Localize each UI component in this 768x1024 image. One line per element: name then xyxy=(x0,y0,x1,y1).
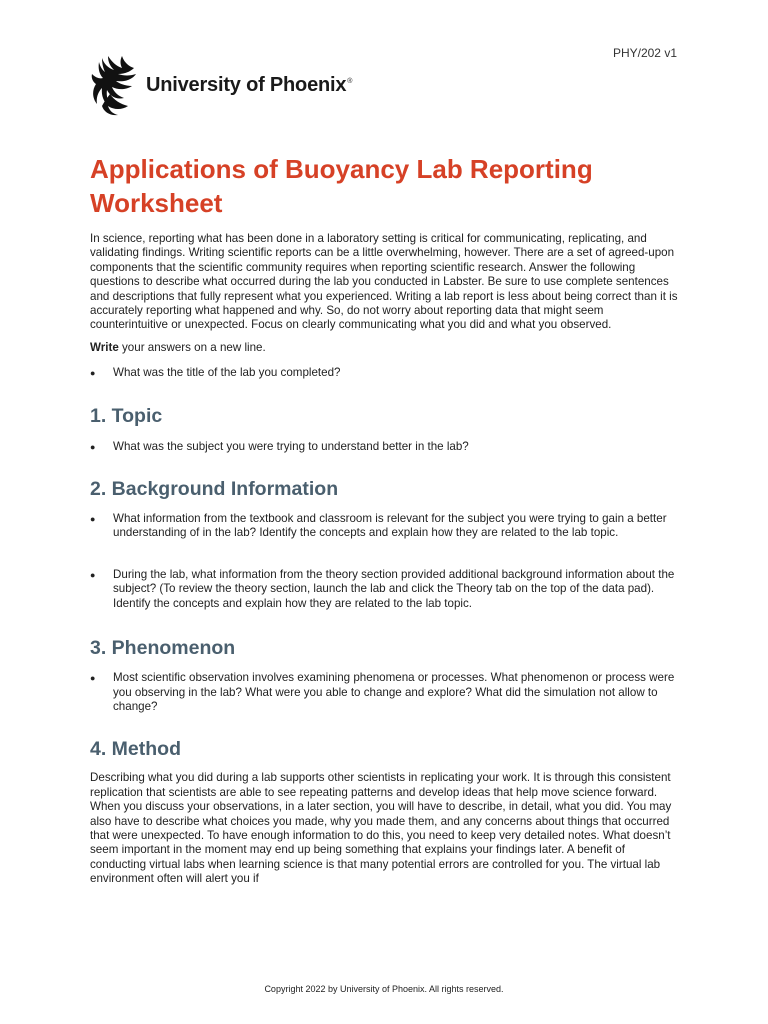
registered-mark: ® xyxy=(347,77,353,85)
list-item xyxy=(90,440,680,454)
bullet-text: What was the subject you were trying to understand better in the lab? xyxy=(113,439,469,453)
write-rest: your answers on a new line. xyxy=(118,340,266,354)
list-item xyxy=(90,512,680,541)
bullet-icon: ● xyxy=(90,368,96,379)
bullet-text: What was the title of the lab you completed? xyxy=(113,366,341,380)
copyright-footer: Copyright 2022 by University of Phoenix. All rights reserved. xyxy=(264,984,504,994)
write-bold: Write xyxy=(90,340,119,354)
page-title: Applications of Buoyancy Lab Reporting Worksheet xyxy=(90,154,593,218)
logo-name: University of Phoenix xyxy=(146,73,347,96)
section-heading-topic: 1. Topic xyxy=(90,404,163,427)
section-heading-method: 4. Method xyxy=(90,738,181,761)
write-instruction xyxy=(90,341,680,355)
intro-paragraph: In science, reporting what has been done in a laboratory setting is critical for communicating, replicating, and validating findings. Writing scientific reports can be a little overwhelming, however. There are a set of agreed-upon components that the scientific community requires when reporting scientific research. Answer the following questions to describe what occurred during the lab you conducted in Labster. Be sure to use complete sentences and descriptions that fully represent what you experienced. Writing a lab report is less about being correct than it is accurately reporting what happened and why. So, do not worry about reporting data that might seem counterintuitive or unexpected. Focus on clearly communicating what you did and what you observed. xyxy=(90,232,678,332)
bullet-icon: ● xyxy=(90,441,96,452)
bullet-icon: ● xyxy=(90,569,96,580)
section-heading-phenomenon: 3. Phenomenon xyxy=(90,637,236,660)
list-item xyxy=(90,568,680,611)
bullet-icon: ● xyxy=(90,673,96,684)
list-item xyxy=(90,366,680,380)
phoenix-bird-icon xyxy=(90,54,140,116)
list-item xyxy=(90,671,680,714)
logo-wordmark xyxy=(146,74,352,97)
worksheet-content xyxy=(90,152,680,887)
method-paragraph: Describing what you did during a lab supports other scientists in replicating your work. It is through this consistent replication that scientists are able to see repeating patterns and develop ideas that help move science forward. When you discuss your observations, in a later section, you will have to describe, in detail, what you did. You may also have to describe what choices you made, why you made them, and any concerns about things that occurred that were unexpected. To have enough information to do this, you need to keep very detailed notes. What doesn’t seem important in the moment may end up being something that explains your findings later. A benefit of conducting virtual labs when learning science is that many potential errors are controlled for you. The virtual lab environment often will alert you if xyxy=(90,771,672,886)
bullet-text: What information from the textbook and classroom is relevant for the subject you were trying to gain a better understanding of in the lab? Identify the concepts and explain how they are related to the lab topic. xyxy=(113,512,667,540)
section-heading-background: 2. Background Information xyxy=(90,478,339,501)
bullet-text: During the lab, what information from the theory section provided additional background information about the subject? (To review the theory section, launch the lab and click the Theory tab on the top of the data pad). Identify the concepts and explain how they are related to the lab topic. xyxy=(113,567,675,610)
bullet-text: Most scientific observation involves examining phenomena or processes. What phenomenon or process were you observing in the lab? What were you able to change and explore? What did the simulation not allow to change? xyxy=(113,671,675,713)
university-logo xyxy=(90,54,352,116)
bullet-icon: ● xyxy=(90,514,96,525)
document-code: PHY/202 v1 xyxy=(612,46,677,60)
